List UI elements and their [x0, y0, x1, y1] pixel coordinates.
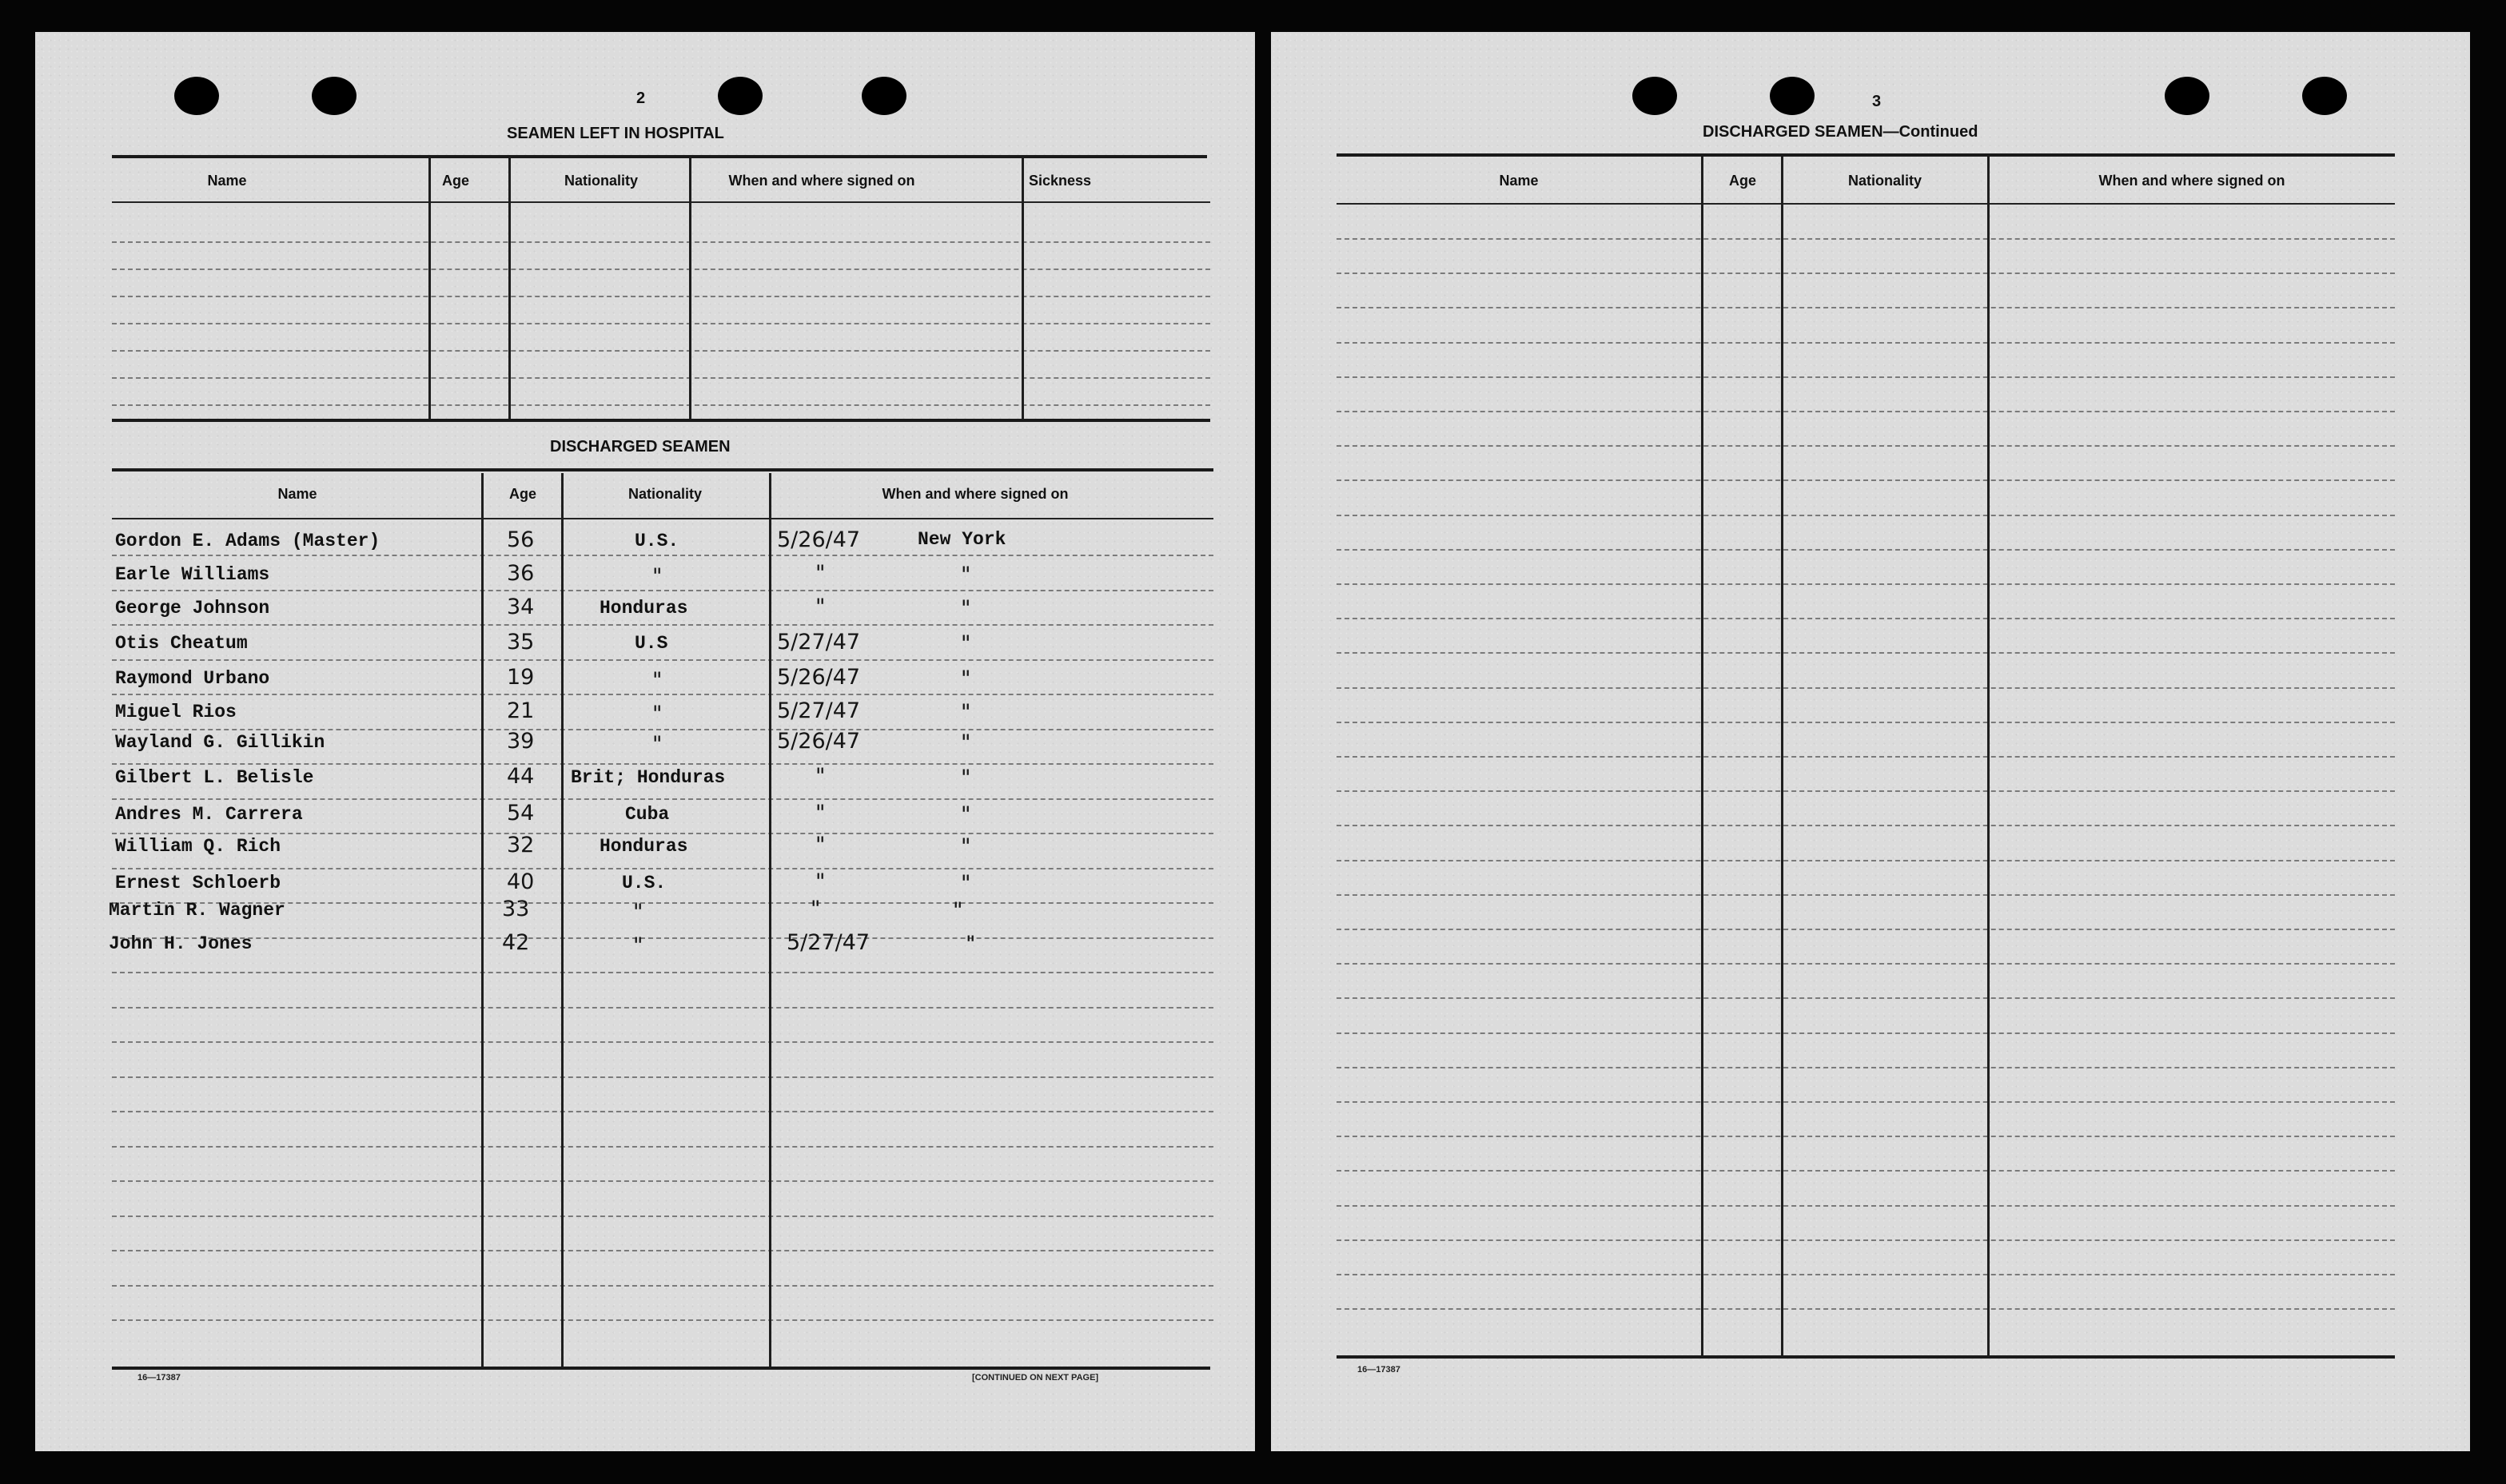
ruled-line — [1337, 1170, 2395, 1172]
continued-note: [CONTINUED ON NEXT PAGE] — [972, 1373, 1099, 1383]
discharged-nationality: " — [652, 702, 663, 726]
discharged-age: 36 — [507, 561, 535, 586]
discharged-date: 5/26/47 — [777, 729, 861, 754]
ruled-line — [1337, 583, 2395, 585]
left-page — [35, 32, 1255, 1451]
discharged-place: " — [953, 898, 963, 923]
ruled-line — [112, 1007, 1213, 1009]
discharged-name: Gilbert L. Belisle — [115, 767, 314, 788]
discharged-date: " — [815, 801, 826, 826]
hospital-col-header: Sickness — [1028, 173, 1092, 189]
ruled-line — [112, 1215, 1213, 1217]
form-number: 16—17387 — [137, 1373, 181, 1383]
discharged-name: William Q. Rich — [115, 836, 281, 857]
ruled-line — [112, 1285, 1213, 1287]
punch-hole — [174, 77, 219, 115]
ruled-line — [112, 1041, 1213, 1043]
right-col-header: Age — [1728, 173, 1756, 189]
discharged-header-rule — [112, 518, 1213, 519]
discharged-date: " — [815, 561, 826, 586]
discharged-date: " — [815, 869, 826, 894]
discharged-age: 40 — [507, 869, 535, 894]
discharged-name: Otis Cheatum — [115, 633, 248, 654]
hospital-header-rule — [112, 201, 1210, 203]
column-divider — [561, 473, 564, 1368]
discharged-age: 21 — [507, 698, 535, 723]
hospital-col-header: Name — [207, 173, 247, 189]
discharged-age: 35 — [507, 630, 535, 654]
discharged-date: " — [815, 833, 826, 857]
ruled-line — [1337, 411, 2395, 412]
ruled-line — [112, 1111, 1213, 1112]
ruled-line — [1337, 479, 2395, 481]
column-divider — [1987, 157, 1990, 1357]
discharged-col-header: Name — [277, 486, 317, 502]
ruled-line — [1337, 1101, 2395, 1103]
column-divider — [1022, 157, 1024, 420]
ruled-line — [112, 269, 1210, 270]
discharged-age: 56 — [507, 527, 535, 552]
discharged-bottom-rule — [112, 1367, 1210, 1370]
discharged-nationality: Brit; Honduras — [571, 767, 726, 788]
ruled-line — [1337, 342, 2395, 344]
discharged-age: 34 — [507, 595, 535, 619]
column-divider — [769, 473, 771, 1368]
punch-hole — [312, 77, 357, 115]
discharged-name: Ernest Schloerb — [115, 873, 281, 893]
punch-hole — [2165, 77, 2209, 115]
ruled-line — [1337, 1205, 2395, 1207]
ruled-line — [1337, 756, 2395, 758]
punch-hole — [2302, 77, 2347, 115]
ruled-line — [1337, 825, 2395, 826]
ruled-line — [112, 624, 1213, 626]
discharged-age: 39 — [507, 729, 535, 754]
hospital-col-header: When and where signed on — [728, 173, 915, 189]
discharged-name: Raymond Urbano — [115, 668, 270, 689]
ruled-line — [112, 323, 1210, 324]
ruled-line — [1337, 1136, 2395, 1137]
discharged-date: 5/26/47 — [777, 527, 861, 552]
ruled-line — [112, 1250, 1213, 1251]
ruled-line — [112, 296, 1210, 297]
discharged-nationality: " — [652, 564, 663, 589]
ruled-line — [1337, 515, 2395, 516]
discharged-name: Miguel Rios — [115, 702, 237, 722]
discharged-nationality: U.S — [635, 633, 668, 654]
punch-hole — [1770, 77, 1815, 115]
discharged-age: 19 — [507, 665, 535, 690]
discharged-date: " — [815, 595, 826, 619]
ruled-line — [112, 350, 1210, 352]
discharged-nationality: Honduras — [600, 598, 688, 619]
right-page — [1271, 32, 2470, 1451]
punch-hole — [1632, 77, 1677, 115]
discharged-name: George Johnson — [115, 598, 270, 619]
ruled-line — [1337, 790, 2395, 792]
punch-hole — [718, 77, 763, 115]
discharged-place: " — [961, 871, 971, 896]
ruled-line — [1337, 997, 2395, 999]
ruled-line — [112, 590, 1213, 591]
discharged-date: " — [811, 897, 821, 921]
hospital-bottom-rule — [112, 419, 1210, 422]
ruled-line — [112, 937, 1213, 939]
ruled-line — [1337, 376, 2395, 378]
discharged-date: 5/26/47 — [777, 665, 861, 690]
ruled-line — [1337, 1274, 2395, 1275]
column-divider — [428, 157, 431, 420]
discharged-place: " — [961, 730, 971, 755]
discharged-place: " — [961, 563, 971, 587]
ruled-line — [112, 1319, 1213, 1321]
ruled-line — [112, 1076, 1213, 1078]
discharged-nationality: Honduras — [600, 836, 688, 857]
ruled-line — [1337, 273, 2395, 274]
discharged-col-header: Nationality — [627, 486, 702, 502]
ruled-line — [1337, 687, 2395, 689]
ruled-line — [112, 377, 1210, 379]
discharged-place: New York — [918, 529, 1006, 550]
hospital-top-rule — [112, 155, 1207, 158]
ruled-line — [1337, 652, 2395, 654]
ruled-line — [1337, 549, 2395, 551]
ruled-line — [1337, 963, 2395, 965]
discharged-place: " — [961, 631, 971, 656]
hospital-col-header: Age — [441, 173, 469, 189]
discharged-date: 5/27/47 — [777, 630, 861, 654]
discharged-place: " — [961, 766, 971, 790]
discharged-place: " — [961, 700, 971, 725]
right-section-title: DISCHARGED SEAMEN—Continued — [1703, 123, 1978, 141]
form-number: 16—17387 — [1357, 1365, 1400, 1375]
discharged-name: Andres M. Carrera — [115, 804, 303, 825]
column-divider — [1781, 157, 1783, 1357]
column-divider — [481, 473, 484, 1368]
discharged-place: " — [961, 666, 971, 691]
ruled-line — [1337, 445, 2395, 447]
ruled-line — [112, 798, 1213, 800]
discharged-place: " — [961, 802, 971, 827]
ruled-line — [112, 729, 1213, 730]
ruled-line — [1337, 1032, 2395, 1034]
discharged-age: 33 — [502, 897, 530, 921]
discharged-name: Gordon E. Adams (Master) — [115, 531, 380, 551]
ruled-line — [1337, 1308, 2395, 1310]
discharged-col-header: Age — [508, 486, 536, 502]
discharged-top-rule — [112, 468, 1213, 471]
hospital-col-header: Nationality — [564, 173, 638, 189]
ruled-line — [112, 868, 1213, 869]
discharged-place: " — [966, 932, 976, 957]
ruled-line — [112, 694, 1213, 695]
ruled-line — [1337, 238, 2395, 240]
discharged-nationality: Cuba — [625, 804, 670, 825]
page-number: 2 — [636, 90, 646, 107]
right-header-rule — [1337, 203, 2395, 205]
discharged-nationality: " — [633, 900, 643, 925]
discharged-name: John H. Jones — [109, 933, 253, 954]
ruled-line — [112, 1146, 1213, 1148]
discharged-age: 54 — [507, 801, 535, 826]
ruled-line — [112, 404, 1210, 406]
discharged-age: 42 — [502, 930, 530, 955]
ruled-line — [112, 972, 1213, 973]
ruled-line — [1337, 1067, 2395, 1068]
ruled-line — [112, 763, 1213, 765]
discharged-col-header: When and where signed on — [882, 486, 1069, 502]
column-divider — [689, 157, 691, 420]
discharged-nationality: " — [652, 732, 663, 757]
ruled-line — [1337, 722, 2395, 723]
discharged-date: " — [815, 764, 826, 789]
ruled-line — [1337, 894, 2395, 896]
discharged-nationality: U.S. — [635, 531, 679, 551]
discharged-nationality: U.S. — [622, 873, 667, 893]
column-divider — [508, 157, 511, 420]
discharged-nationality: " — [633, 933, 643, 958]
right-top-rule — [1337, 153, 2395, 157]
ruled-line — [112, 659, 1213, 661]
discharged-nationality: " — [652, 668, 663, 693]
right-bottom-rule — [1337, 1355, 2395, 1359]
ruled-line — [112, 241, 1210, 243]
ruled-line — [1337, 929, 2395, 930]
ruled-line — [112, 555, 1213, 556]
ruled-line — [1337, 618, 2395, 619]
punch-hole — [862, 77, 906, 115]
discharged-place: " — [961, 834, 971, 859]
right-col-header: When and where signed on — [2098, 173, 2285, 189]
right-col-header: Nationality — [1847, 173, 1922, 189]
hospital-section-title: SEAMEN LEFT IN HOSPITAL — [507, 125, 724, 142]
right-col-header: Name — [1499, 173, 1539, 189]
discharged-section-title: DISCHARGED SEAMEN — [550, 438, 731, 456]
discharged-date: 5/27/47 — [777, 698, 861, 723]
ruled-line — [1337, 1239, 2395, 1241]
column-divider — [1701, 157, 1703, 1357]
ruled-line — [1337, 307, 2395, 308]
discharged-name: Martin R. Wagner — [109, 900, 285, 921]
discharged-age: 32 — [507, 833, 535, 857]
discharged-place: " — [961, 596, 971, 621]
discharged-name: Earle Williams — [115, 564, 270, 585]
discharged-name: Wayland G. Gillikin — [115, 732, 325, 753]
ruled-line — [112, 1180, 1213, 1182]
page-number: 3 — [1872, 93, 1882, 110]
ruled-line — [112, 833, 1213, 834]
discharged-age: 44 — [507, 764, 535, 789]
discharged-date: 5/27/47 — [787, 930, 871, 955]
ruled-line — [1337, 860, 2395, 861]
